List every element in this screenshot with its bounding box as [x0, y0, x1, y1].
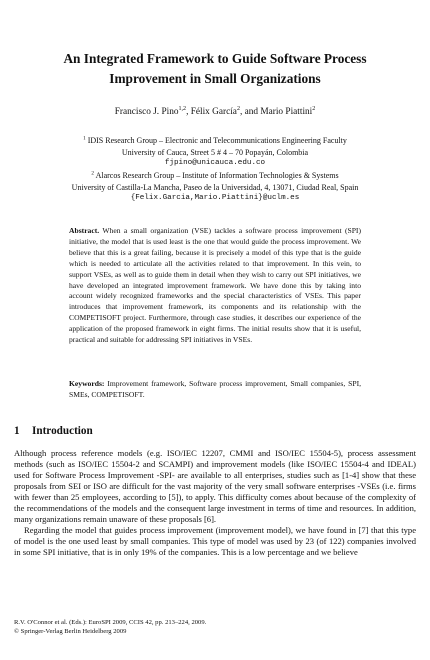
affiliation-email: fjpino@unicauca.edu.co [164, 159, 266, 167]
section-title: Introduction [32, 425, 93, 437]
affiliation-2 [6, 170, 424, 205]
citation-line: R.V. O'Connor et al. (Eds.): EuroSPI 2009, CCIS 42, pp. 213–224, 2009. [14, 619, 207, 626]
affiliation-line: University of Castilla-La Mancha, Paseo de la Universidad, 4, 13071, Ciudad Real, Spain [71, 182, 359, 192]
citation-footer [14, 619, 416, 636]
author-affiliation-mark: 2 [312, 105, 316, 112]
keywords-text: Improvement framework, Software process improvement, Small companies, SPI, SMEs, COMPETISOFT. [69, 379, 362, 399]
affiliation-line [6, 135, 424, 147]
affiliation-text: Alarcos Research Group – Institute of Information Technologies & Systems [95, 171, 339, 180]
paragraph: Regarding the model that guides process improvement (improvement model), we have found in [7] that this type of model is the one used least by small companies. This type of model was used by 23 (of 122) companies involved in some SPI initiative, that is in only 19% of the companies. This is a low percentage and we believe [14, 525, 416, 558]
abstract [69, 226, 361, 346]
affiliation-number: 2 [91, 170, 94, 177]
paragraph: Although process reference models (e.g. ISO/IEC 12207, CMMI and ISO/IEC 15504-5), process assessment methods (such as ISO/IEC 15504-2 and SCAMPI) and improvement models (like ISO/IEC 15504-4 and IDEAL) used for Software Process Improvement -SPI- are available to all enterprises, studies such as [1-4] show that these proposals from SEI or ISO are difficult for the vast majority of the very small software enterprises -VSEs (i.e. firms with fewer than 25 employees, according to [5]), to apply. This difficulty comes about because of the complexity of the recommendations of the models and the consequent large investment in terms of time and resources. In addition, many organizations remain unaware of these proposals [6]. [14, 448, 416, 525]
keywords [69, 379, 361, 401]
affiliation-number: 1 [83, 135, 86, 142]
abstract-label: Abstract. [69, 226, 100, 235]
title-line-2: Improvement in Small Organizations [109, 71, 321, 86]
author-name: Francisco J. Pino [114, 107, 179, 117]
author-name: Mario Piattini [260, 107, 313, 117]
author-separator: , [186, 107, 191, 117]
affiliation-text: IDIS Research Group – Electronic and Telecommunications Engineering Faculty [87, 136, 347, 145]
section-number: 1 [14, 425, 20, 437]
affiliation-line: University of Cauca, Street 5 # 4 – 70 Popayán, Colombia [121, 147, 309, 157]
keywords-label: Keywords: [69, 379, 105, 388]
title-line-1: An Integrated Framework to Guide Software Process [63, 51, 367, 66]
affiliation-email: {Felix.Garcia,Mario.Piattini}@uclm.es [130, 194, 300, 202]
body-text [14, 448, 416, 558]
author-affiliation-mark: 1,2 [178, 105, 187, 112]
author-list [20, 106, 410, 119]
affiliation-1 [6, 135, 424, 170]
abstract-text: When a small organization (VSE) tackles a software process improvement (SPI) initiative, the model that is used least is the one that would guide the process improvement. We believe that this is a great failing, because it is precisely a model of this type that is the guide which is needed to articulate all the activities related to that improvement. In this vein, to support VSEs, as well as to guide them in detail when they wish to carry out SPI initiatives, we have developed an integrated improvement framework. We have done this by taking into account widely recognized frameworks and the special characteristics of VSEs. This paper introduces that improvement framework, its components and its relationship with the COMPETISOFT project. Furthermore, through case studies, it describes our experience of the application of the proposed framework in eight firms. The initial results show that it is useful, practical and suitable for addressing SPI initiatives in VSEs. [69, 226, 361, 345]
section-heading [14, 425, 93, 437]
paper-title [40, 49, 390, 89]
author-affiliation-mark: 2 [236, 105, 240, 112]
copyright-line: © Springer-Verlag Berlin Heidelberg 2009 [14, 627, 127, 635]
affiliation-line [6, 170, 424, 182]
author-name: Félix García [190, 107, 237, 117]
author-separator: , and [239, 107, 261, 117]
